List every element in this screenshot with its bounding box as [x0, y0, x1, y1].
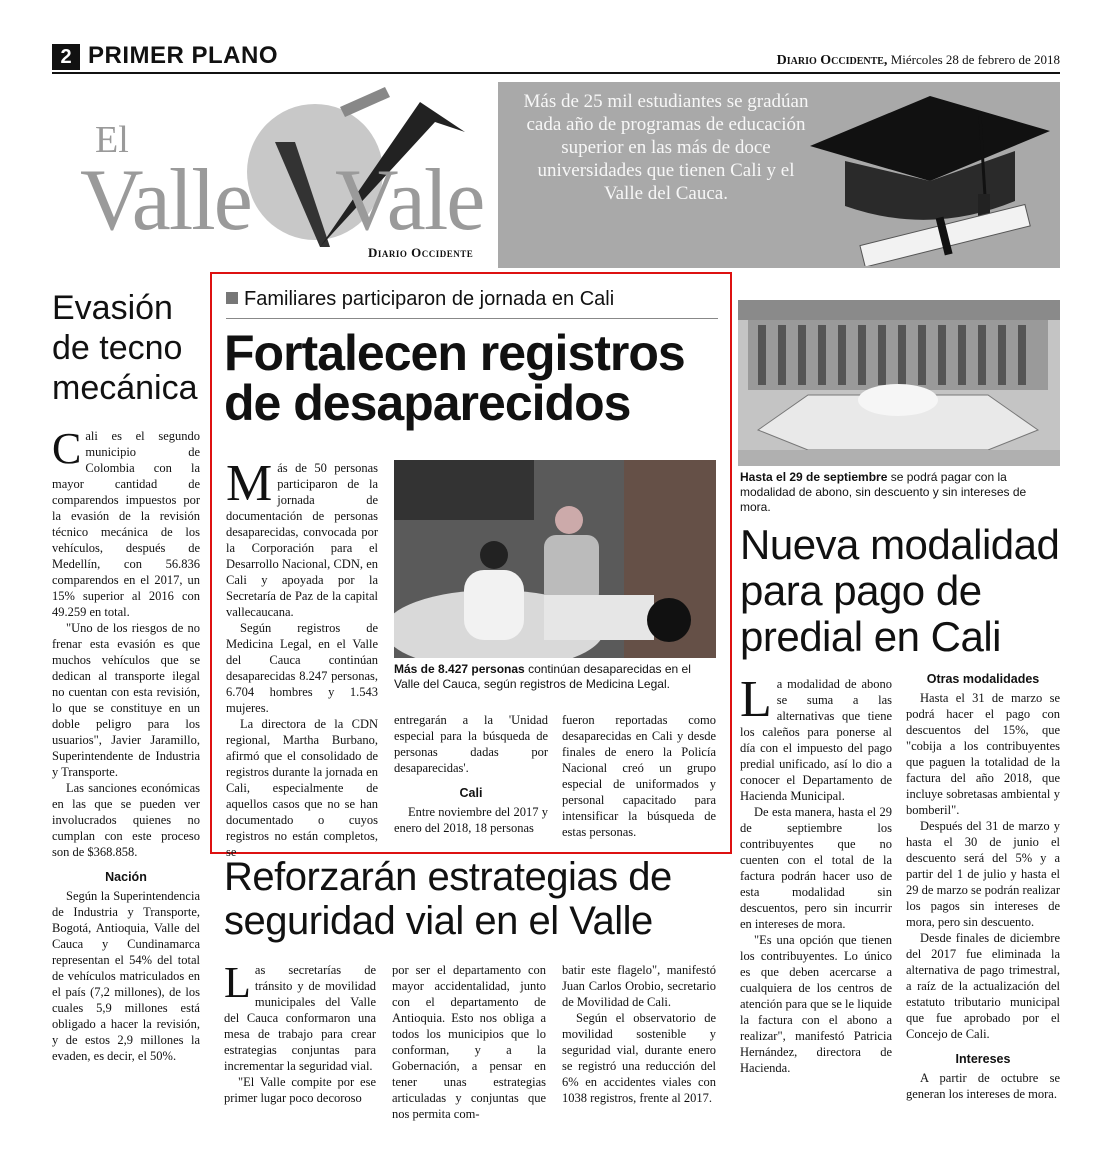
left-article-title: Evasión de tecno mecánica [52, 289, 198, 407]
main-subhead: Cali [459, 786, 483, 800]
predial-subhead: Otras modalidades [926, 672, 1040, 686]
main-paragraph: fueron reportadas como desaparecidas en Cali y desde finales de enero la Policía Nacional creó un grupo especial de uniformados y personal capacitado para intensificar la búsqueda de estas personas. [562, 713, 716, 839]
photo-city-hall [738, 300, 1060, 466]
main-paragraph: La directora de la CDN regional, Martha Burbano, afirmó que el consolidado de registros durante la jornada en Cali, especialmente de aquellos casos que no se han documentado o cuyos registros no están completos, se [226, 717, 378, 859]
photo-caption [394, 662, 716, 692]
issue-date: Miércoles 28 de febrero de 2018 [890, 52, 1060, 67]
predial-paragraph: Desde finales de diciembre del 2017 fue eliminada la alternativa de pago trimestral, a raíz de la actualización del estatuto tributario municipal que fue aprobado por el Concejo de Cali. [906, 931, 1060, 1041]
predial-paragraph: De esta manera, hasta el 29 de septiembre los contribuyentes que no cuenten con el total de la factura podrán hacer uso de esta modalidad sin descuentos, pero sin incurrir en intereses de mora. [740, 805, 892, 931]
caption-text: continúan desaparecidas en el Valle del Cauca, según registros de Medicina Legal. [394, 662, 691, 691]
main-article-col2 [394, 712, 548, 836]
paper-name: Diario Occidente, [776, 53, 888, 68]
predial-subhead: Intereses [955, 1052, 1011, 1066]
caption-text: se podrá pagar con la modalidad de abono, sin descuento y sin intereses de mora. [740, 470, 1027, 514]
caption-lead: Más de 8.427 personas [394, 662, 525, 676]
left-paragraph: ali es el segundo municipio de Colombia con la mayor cantidad de comparendos impuestos por la evasión de la revisión técnico mecánica de los vehículos, después de Medellín, con 56.836 comparendos en el 2017, un 15% superior al 2016 con 49.259 en total. [52, 429, 200, 619]
vial-col2 [392, 962, 546, 1122]
logo-pencil-icon [340, 87, 390, 117]
drop-cap: C [52, 424, 82, 473]
left-paragraph: "Uno de los riesgos de no frenar esta evasión es que muchos vehículos que se dedican al transporte ilegal no cuentan con esta revisión, lo que se constituye en un doble peligro para los usuarios", Javier Jaramillo, Superintendente de Industria y Transporte. [52, 621, 200, 779]
predial-paragraph: Hasta el 31 de marzo se podrá hacer el pago con descuentos del 15%, que "cobija a los contribuyentes que paguen la totalidad de la factura del año 2018, que incluye sobretasas ambiental y bomberil". [906, 691, 1060, 817]
logo-vale: Vale [335, 152, 484, 249]
predial-paragraph: Después del 31 de marzo y hasta el 30 de junio el descuento será del 5% y a partir del 1 de julio y hasta el 29 de marzo se podrán realizar los pagos sin intereses de mora, pero sin descuento. [906, 819, 1060, 929]
masthead-dateline [777, 52, 1060, 69]
main-paragraph: ás de 50 personas participaron de la jornada de documentación de personas desaparecidas, convocada por la Corporación para el Desarrollo Nacional, CDN, en Cali y apoyada por la Secretaría de Paz de la capital vallecaucana. [226, 461, 378, 619]
predial-paragraph: A partir de octubre se generan los intereses de mora. [906, 1071, 1060, 1101]
drop-cap: L [740, 671, 772, 728]
predial-paragraph: "Es una opción que tienen los contribuyentes. Lo único es que deben acercarse a cualquiera de los centros de atención para que se le liquide la factura con el abono a realizar", manifestó Patricia Hernández, directora de Hacienda. [740, 933, 892, 1075]
logo-valle: Valle [80, 152, 251, 249]
predial-photo-caption [740, 470, 1060, 515]
vial-headline: Reforzarán estrategias de seguridad vial en el Valle [224, 855, 672, 943]
left-subhead: Nación [105, 870, 147, 884]
main-article-col1 [226, 455, 378, 860]
photo-building-icon [738, 300, 1060, 466]
page-number: 2 [52, 44, 80, 70]
predial-col2 [906, 672, 1060, 1102]
logo-paper-name: Diario Occidente [368, 245, 474, 260]
vial-col1 [224, 958, 376, 1106]
logo-el: El [95, 119, 129, 161]
vial-paragraph: batir este flagelo", manifestó Juan Carlos Orobio, secretario de Movilidad de Cali. [562, 963, 716, 1009]
photo-people-icon [394, 460, 716, 658]
vial-col3 [562, 962, 716, 1106]
kicker-rule [226, 318, 718, 319]
vial-paragraph: por ser el departamento con mayor accidentalidad, junto con el departamento de Antioquia. Esto nos obliga a todos los municipios que lo conforman, y a la Gobernación, a pensar en tener unas estrategias articuladas y conjuntas que nos permita com- [392, 963, 546, 1121]
main-paragraph: Según registros de Medicina Legal, en el Valle del Cauca continúan desaparecidas 8.247 personas, 6.704 hombres y 1.543 mujeres. [226, 621, 378, 715]
photo-desaparecidos [394, 460, 716, 658]
vial-paragraph: Según el observatorio de movilidad sostenible y seguridad vial, durante enero se registró una reducción del 6% en accidentes viales con 1038 registros, frente al 2017. [562, 1011, 716, 1105]
banner-text: Más de 25 mil estudiantes se gradúan cada año de programas de educación superior en las más de doce universidades que tienen Cali y el Valle del Cauca. [523, 91, 809, 204]
main-paragraph: entregarán a la 'Unidad especial para la búsqueda de personas dadas por desaparecidas'. [394, 713, 548, 775]
kicker-square-icon [226, 292, 238, 304]
section-title: PRIMER PLANO [88, 42, 279, 69]
main-paragraph: Entre noviembre del 2017 y enero del 2018, 18 personas [394, 805, 548, 835]
drop-cap: L [224, 958, 251, 1007]
predial-paragraph: a modalidad de abono se suma a las alternativas que tiene los caleños para ponerse al día con el impuesto del pago predial unificado, así lo dio a conocer el Departamento de Hacienda Municipal. [740, 677, 892, 803]
graduation-cap-icon [790, 86, 1060, 266]
predial-headline: Nueva modalidad para pago de predial en Cali [740, 521, 1060, 660]
predial-col1 [740, 671, 892, 1076]
kicker: Familiares participaron de jornada en Cali [244, 288, 615, 310]
header-rule [52, 72, 1060, 74]
left-paragraph: Según la Superintendencia de Industria y Transporte, Bogotá, Antioquia, Valle del Cauca y Cundinamarca representan el 54% del total de vehículos matriculados en el país (7,2 millones), de los cuales 5,9 millones está obligado a hacer la revisión, y de estos 2,9 millones la evaden, es decir, el 50%. [52, 889, 200, 1063]
main-headline: Fortalecen registros de desaparecidos [224, 325, 685, 431]
vial-paragraph: as secretarías de tránsito y de movilidad municipales del Valle del Cauca conformaron una mesa de trabajo para crear estrategias conjuntas para incrementar la seguridad vial. [224, 963, 376, 1073]
caption-lead: Hasta el 29 de septiembre [740, 470, 888, 484]
left-article-body [52, 424, 200, 1064]
main-article-col3 [562, 712, 716, 840]
drop-cap: M [226, 455, 273, 512]
left-paragraph: Las sanciones económicas en las que se pueden ver involucrados quienes no cumplan con este proceso son de $368.858. [52, 781, 200, 859]
vial-paragraph: "El Valle compite por ese primer lugar poco decoroso [224, 1075, 376, 1105]
